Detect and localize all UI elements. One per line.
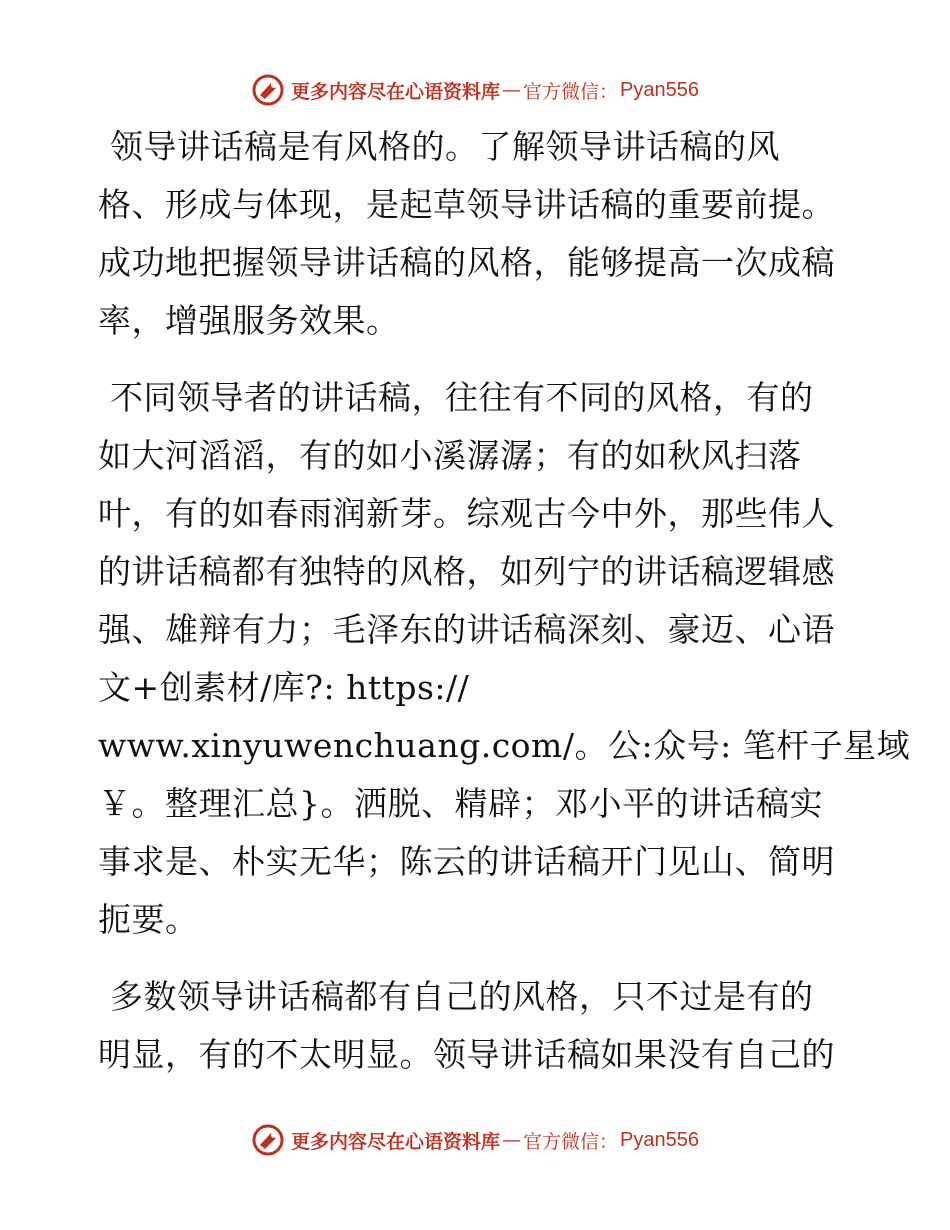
footer-sub-text: 官方微信： (523, 1130, 619, 1153)
footer-wechat-id: Pyan556 (620, 1128, 699, 1151)
text-line: 格、形成与体现，是起草领导讲话稿的重要前提。 (98, 185, 835, 224)
text-line: www.xinyuwenchuang.com/。公:众号: 笔杆子星域 (98, 726, 911, 765)
paragraph-1 (98, 118, 850, 350)
text-line: 文+创素材/库?: https:// (98, 668, 470, 707)
text-line: 的讲话稿都有独特的风格，如列宁的讲话稿逻辑感 (98, 552, 835, 591)
text-line: 明显，有的不太明显。领导讲话稿如果没有自己的 (98, 1035, 835, 1074)
header-banner (0, 70, 950, 110)
footer-banner (0, 1120, 950, 1160)
header-dash: — (502, 79, 522, 101)
text-line: 领导讲话稿是有风格的。了解领导讲话稿的风 (110, 127, 780, 166)
text-line: 叶，有的如春雨润新芽。综观古今中外，那些伟人 (98, 494, 835, 533)
brand-logo-icon (251, 1123, 285, 1157)
paragraph-3 (98, 968, 850, 1084)
text-line: 事求是、朴实无华；陈云的讲话稿开门见山、简明 (98, 842, 835, 881)
brand-logo-icon (251, 73, 285, 107)
header-sub-text: 官方微信： (523, 80, 619, 103)
header-main-text: 更多内容尽在心语资料库 (291, 80, 501, 103)
text-line: ￥。整理汇总}。洒脱、精辟；邓小平的讲话稿实 (98, 784, 823, 823)
footer-main-text: 更多内容尽在心语资料库 (291, 1130, 501, 1153)
footer-dash: — (502, 1129, 522, 1151)
text-line: 不同领导者的讲话稿，往往有不同的风格，有的 (110, 378, 814, 417)
text-line: 强、雄辩有力；毛泽东的讲话稿深刻、豪迈、心语 (98, 610, 835, 649)
paragraph-2 (98, 369, 911, 949)
text-line: 多数领导讲话稿都有自己的风格，只不过是有的 (110, 977, 814, 1016)
header-wechat-id: Pyan556 (620, 78, 699, 101)
body-text (98, 118, 911, 1103)
text-line: 扼要。 (98, 900, 199, 939)
text-line: 率，增强服务效果。 (98, 301, 400, 340)
text-line: 如大河滔滔，有的如小溪潺潺；有的如秋风扫落 (98, 436, 802, 475)
text-line: 成功地把握领导讲话稿的风格，能够提高一次成稿 (98, 243, 835, 282)
